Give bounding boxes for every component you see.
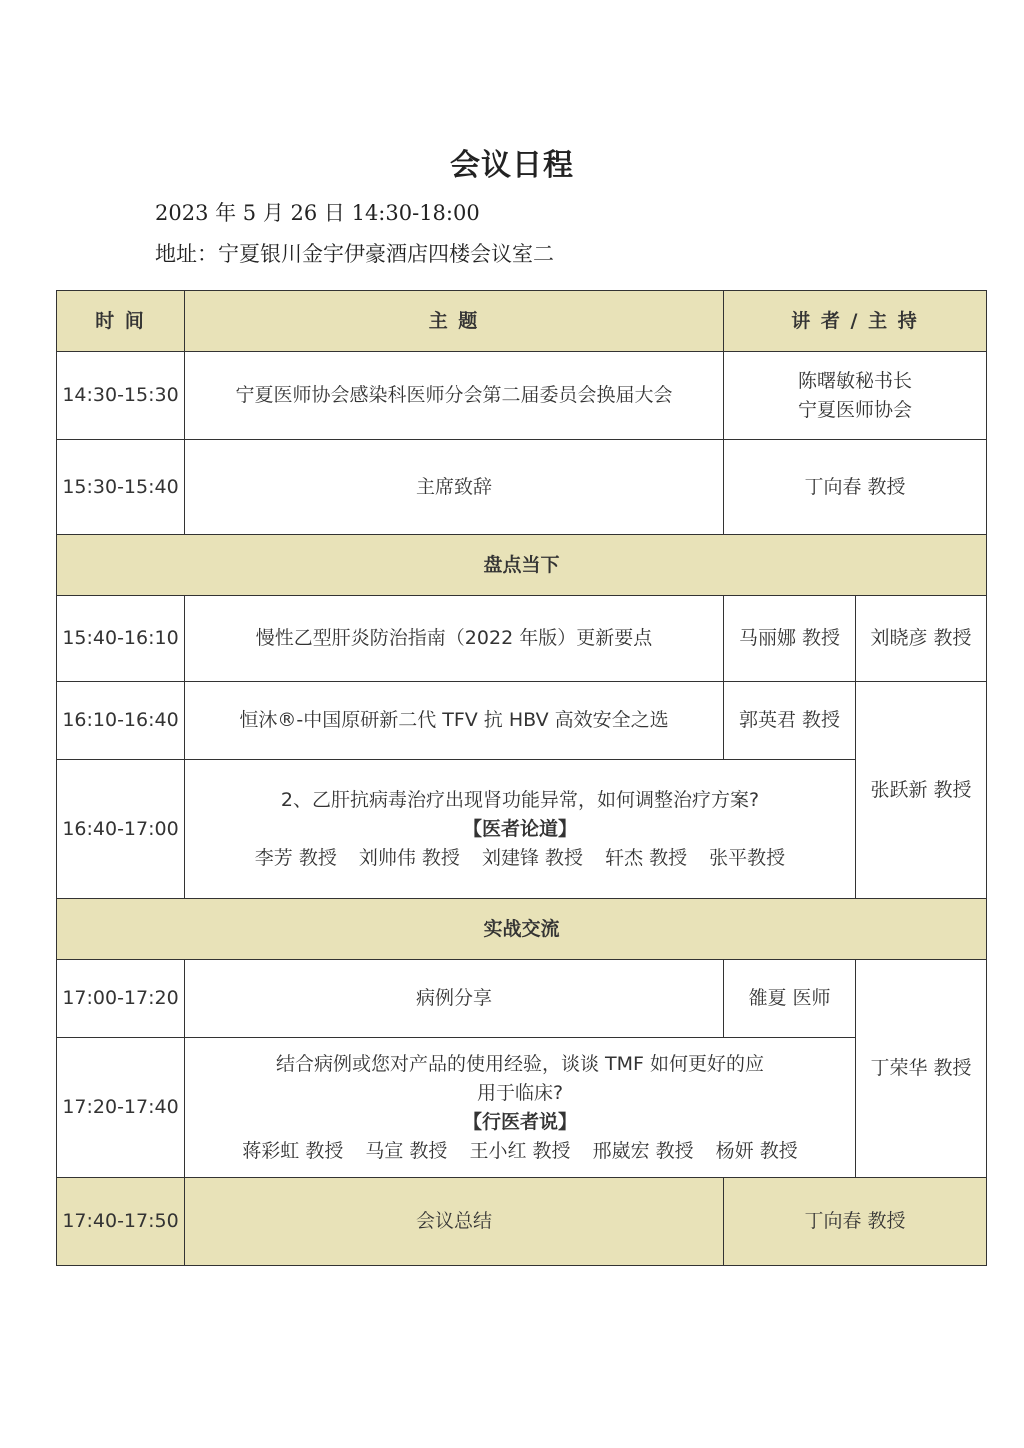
table-row — [57, 440, 987, 535]
row-topic: 宁夏医师协会感染科医师分会第二届委员会换届大会 — [185, 352, 724, 440]
schedule-table — [56, 290, 987, 1266]
table-row — [57, 682, 987, 760]
row-topic: 恒沐®-中国原研新二代 TFV 抗 HBV 高效安全之选 — [185, 682, 724, 760]
panel-names — [189, 844, 851, 873]
panelist: 蒋彩虹 教授 — [242, 1139, 344, 1162]
row-time: 15:30-15:40 — [57, 440, 185, 535]
row-host: 张跃新 教授 — [856, 682, 987, 899]
table-row — [57, 596, 987, 682]
speaker-line: 宁夏医师协会 — [797, 398, 912, 421]
header-time: 时 间 — [57, 291, 185, 352]
row-time: 17:00-17:20 — [57, 960, 185, 1038]
panelist: 李芳 教授 — [254, 846, 337, 869]
table-row — [57, 352, 987, 440]
row-time: 14:30-15:30 — [57, 352, 185, 440]
row-speaker: 雒夏 医师 — [724, 960, 856, 1038]
row-host: 刘晓彦 教授 — [856, 596, 987, 682]
row-topic — [185, 1038, 856, 1178]
row-speaker: 丁向春 教授 — [724, 1178, 987, 1266]
row-time: 17:40-17:50 — [57, 1178, 185, 1266]
section-title: 实战交流 — [57, 899, 987, 960]
panelist: 王小红 教授 — [469, 1139, 571, 1162]
row-speaker — [724, 352, 987, 440]
row-time: 16:40-17:00 — [57, 760, 185, 899]
panelist: 刘帅伟 教授 — [358, 846, 460, 869]
section-title: 盘点当下 — [57, 535, 987, 596]
table-header — [57, 291, 987, 352]
topic-tag: 【医者论道】 — [462, 817, 577, 840]
meeting-address: 地址：宁夏银川金宇伊豪酒店四楼会议室二 — [155, 242, 554, 266]
panelist: 马宣 教授 — [365, 1139, 448, 1162]
table-row — [57, 1178, 987, 1266]
page-title: 会议日程 — [450, 148, 574, 183]
speaker-line: 陈曙敏秘书长 — [797, 369, 912, 392]
row-topic: 病例分享 — [185, 960, 724, 1038]
topic-text: 2、乙肝抗病毒治疗出现肾功能异常，如何调整治疗方案? — [280, 788, 760, 811]
section-row — [57, 899, 987, 960]
row-speaker: 马丽娜 教授 — [724, 596, 856, 682]
row-host: 丁荣华 教授 — [856, 960, 987, 1178]
row-time: 17:20-17:40 — [57, 1038, 185, 1178]
row-time: 16:10-16:40 — [57, 682, 185, 760]
row-speaker: 郭英君 教授 — [724, 682, 856, 760]
panelist: 刘建锋 教授 — [481, 846, 584, 869]
panelist: 张平教授 — [709, 846, 786, 869]
row-speaker: 丁向春 教授 — [724, 440, 987, 535]
row-topic — [185, 760, 856, 899]
meeting-date: 2023 年 5 月 26 日 14:30-18:00 — [155, 201, 480, 225]
row-topic: 慢性乙型肝炎防治指南（2022 年版）更新要点 — [185, 596, 724, 682]
header-topic: 主 题 — [185, 291, 724, 352]
section-row — [57, 535, 987, 596]
panelist: 邢崴宏 教授 — [592, 1139, 694, 1162]
row-topic: 主席致辞 — [185, 440, 724, 535]
topic-tag: 【行医者说】 — [462, 1110, 577, 1133]
table-row — [57, 1038, 987, 1178]
panel-names — [189, 1137, 851, 1166]
topic-text: 结合病例或您对产品的使用经验，谈谈 TMF 如何更好的应 — [275, 1052, 764, 1075]
panelist: 杨妍 教授 — [715, 1139, 798, 1162]
row-topic: 会议总结 — [185, 1178, 724, 1266]
table-row — [57, 960, 987, 1038]
row-time: 15:40-16:10 — [57, 596, 185, 682]
panelist: 轩杰 教授 — [605, 846, 688, 869]
table-row — [57, 760, 987, 899]
header-speaker: 讲 者 / 主 持 — [724, 291, 987, 352]
topic-text: 用于临床? — [476, 1081, 564, 1104]
